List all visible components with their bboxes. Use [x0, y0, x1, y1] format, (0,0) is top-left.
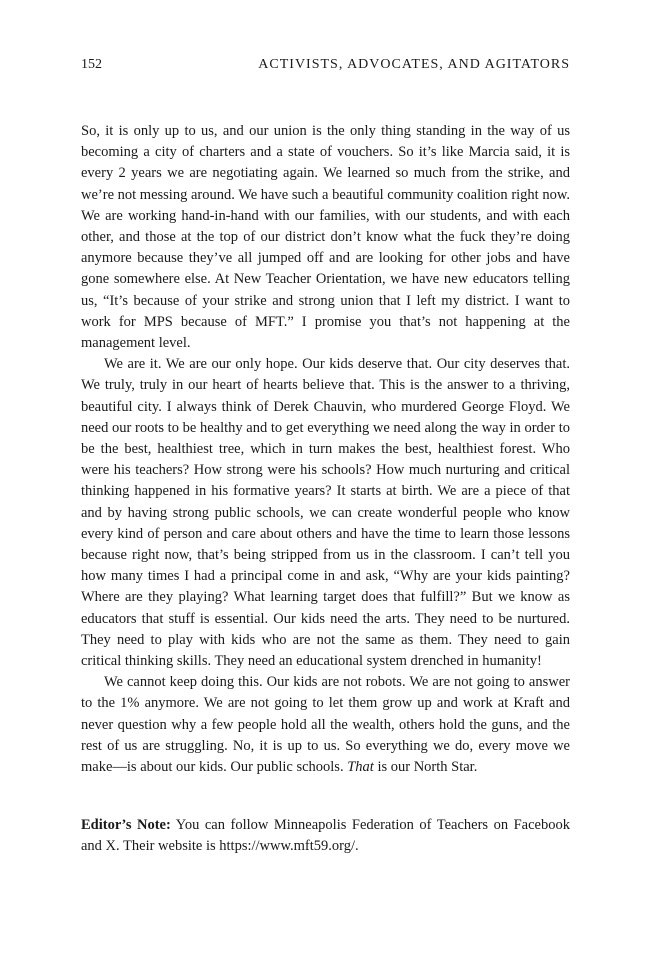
editor-note	[81, 815, 570, 857]
editor-note-text: You can follow Minneapolis Federation of Teachers on Facebook and X. Their website is https://www.mft59.org/.	[81, 817, 570, 855]
paragraph-3	[81, 672, 570, 778]
editor-note-label: Editor’s Note:	[81, 817, 171, 833]
paragraph-1: So, it is only up to us, and our union is the only thing standing in the way of us becoming a city of charters and a state of vouchers. So it’s like Marcia said, it is every 2 years we are negotiating again. We learned so much from the strike, and we’re not messing around. We have such a beautiful community coalition right now. We are working hand-in-hand with our families, with our students, and with each other, and those at the top of our district don’t know what the fuck they’re doing anymore because they’ve all jumped off and are looking for other jobs and have gone somewhere else. At New Teacher Orientation, we have new educators telling us, “It’s because of your strike and strong union that I left my district. I want to work for MPS because of MFT.” I promise you that’s not happening at the management level.	[81, 123, 570, 352]
running-header	[81, 57, 570, 73]
paragraph-3-text: We cannot keep doing this. Our kids are not robots. We are not going to answer to the 1% anymore. We are not going to let them grow up and work at Kraft and never question why a few people hold all the wealth, others hold the guns, and the rest of us are struggling. No, it is up to us. So everything we do, every move we make—is about our kids. Our public schools.	[81, 674, 570, 776]
emphasis-word: That	[347, 759, 374, 776]
paragraph-2: We are it. We are our only hope. Our kids deserve that. Our city deserves that. We truly, truly in our heart of hearts believe that. This is the answer to a thriving, beautiful city. I always think of Derek Chauvin, who murdered George Floyd. We need our roots to be healthy and to get everything we need along the way in order to be the best, healthiest tree, which in turn makes the best, healthiest forest. Who were his teachers? How strong were his schools? How much nurturing and critical thinking happened in his formative years? It starts at birth. We are a piece of that and by having strong public schools, we can create wonderful people who know every kind of person and care about others and have the time to learn those lessons because right now, that’s being stripped from us in the classroom. I can’t tell you how many times I had a principal come in and ask, “Why are your kids painting? Where are they playing? What learning target does that fulfill?” But we know as educators that stuff is essential. Our kids need the arts. They need to be nurtured. They need to play with kids who are not the same as them. They need to gain critical thinking skills. They need an educational system drenched in humanity!	[81, 356, 570, 670]
running-title: ACTIVISTS, ADVOCATES, AND AGITATORS	[258, 57, 570, 72]
paragraph-3-end: is our North Star.	[373, 759, 478, 776]
body-text	[81, 121, 570, 778]
page-number: 152	[81, 57, 102, 72]
